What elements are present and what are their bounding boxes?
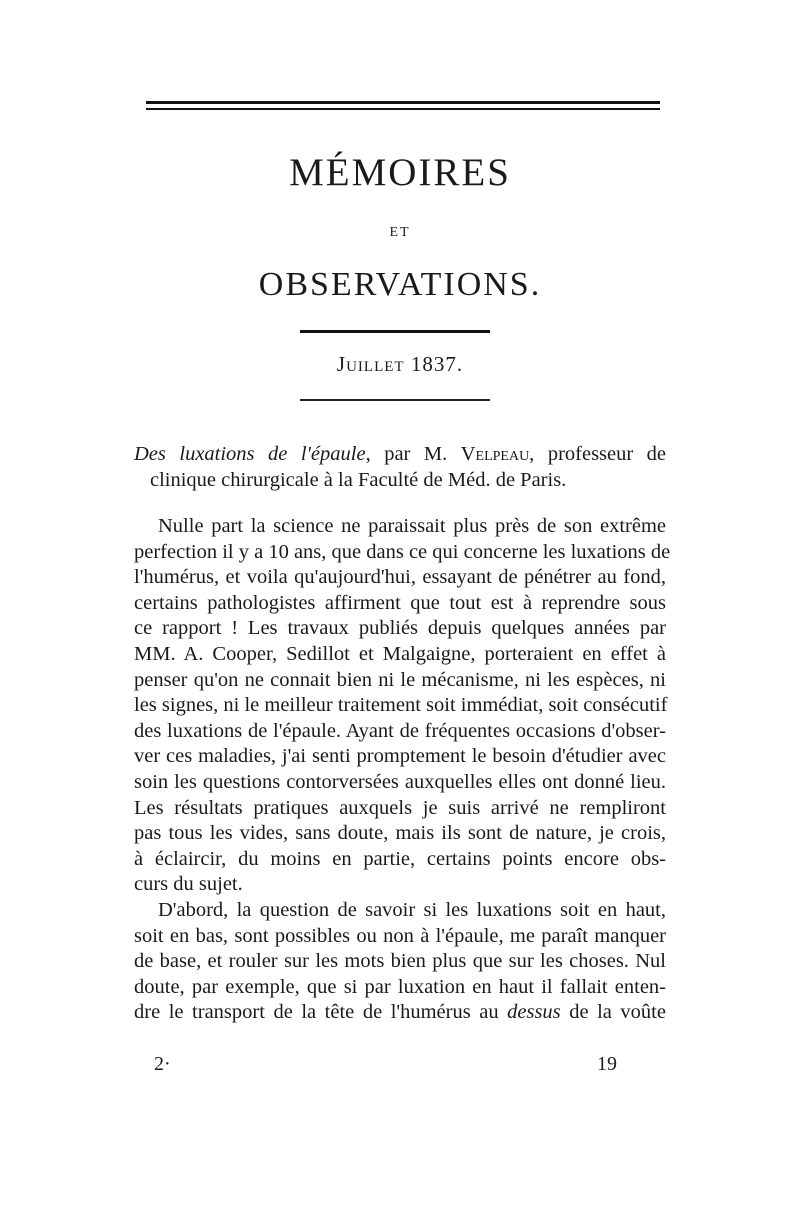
body-line: des luxations de l'épaule. Ayant de fréquentes occasions d'obser- <box>134 720 666 742</box>
body-line-tail: de la voûte <box>560 1001 666 1023</box>
body-line: penser qu'on ne connait bien ni le mécanisme, ni les espèces, ni <box>134 669 666 691</box>
body-line: pas tous les vides, sans doute, mais ils sont de nature, je crois, <box>134 822 666 844</box>
section-title-et: ET <box>389 225 411 240</box>
top-double-rule-upper <box>146 101 660 104</box>
date-rule <box>300 399 490 401</box>
section-title-observations: OBSERVATIONS. <box>258 266 542 303</box>
body-line: perfection il y a 10 ans, que dans ce qui concerne les luxations de <box>134 541 671 563</box>
body-line: Nulle part la science ne paraissait plus près de son extrême <box>158 515 666 537</box>
issue-month: Juillet <box>336 352 405 376</box>
body-line: soit en bas, sont possibles ou non à l'épaule, me paraît manquer <box>134 925 666 947</box>
body-line: soin les questions contorversées auxquelles elles ont donné lieu. <box>134 771 666 793</box>
article-heading-line-2: clinique chirurgicale à la Faculté de Méd. de Paris. <box>150 469 567 491</box>
body-line: les signes, ni le meilleur traitement soit immédiat, soit consécutif <box>134 694 668 716</box>
section-title-memoires: MÉMOIRES <box>289 151 511 194</box>
body-line: D'abord, la question de savoir si les luxations soit en haut, <box>158 899 666 921</box>
article-heading-par: , par M. <box>365 443 448 465</box>
body-line: ce rapport ! Les travaux publiés depuis quelques années par <box>134 617 666 639</box>
body-line <box>134 999 666 1025</box>
body-line: certains pathologistes affirment que tout est à reprendre sous <box>134 592 666 614</box>
printer-signature: 2· <box>154 1053 171 1075</box>
page-number: 19 <box>597 1053 617 1075</box>
article-title: Des luxations de l'épaule <box>134 443 366 465</box>
body-line: doute, par exemple, que si par luxation en haut il fallait enten- <box>134 976 666 998</box>
issue-year: 1837. <box>410 352 464 376</box>
body-line: l'humérus, et voila qu'aujourd'hui, essayant de pénétrer au fond, <box>134 566 666 588</box>
title-rule <box>300 330 490 333</box>
body-line: curs du sujet. <box>134 873 243 895</box>
top-double-rule-lower <box>146 108 660 110</box>
article-author: Velpeau, <box>460 443 535 465</box>
body-line-italic-word: dessus <box>507 1001 561 1023</box>
issue-date <box>0 352 800 377</box>
body-line: ver ces maladies, j'ai senti promptement le besoin d'étudier avec <box>134 745 666 767</box>
body-line: Les résultats pratiques auxquels je suis arrivé ne rempliront <box>134 797 666 819</box>
body-line: de base, et rouler sur les mots bien plus que sur les choses. Nul <box>134 950 666 972</box>
body-line-text: dre le transport de la tête de l'humérus au <box>134 1001 508 1023</box>
article-heading-rest: professeur de <box>547 443 667 465</box>
body-line: MM. A. Cooper, Sedillot et Malgaigne, porteraient en effet à <box>134 643 666 665</box>
article-heading-line-1 <box>134 441 666 467</box>
body-line: à éclaircir, du moins en partie, certains points encore obs- <box>134 848 666 870</box>
